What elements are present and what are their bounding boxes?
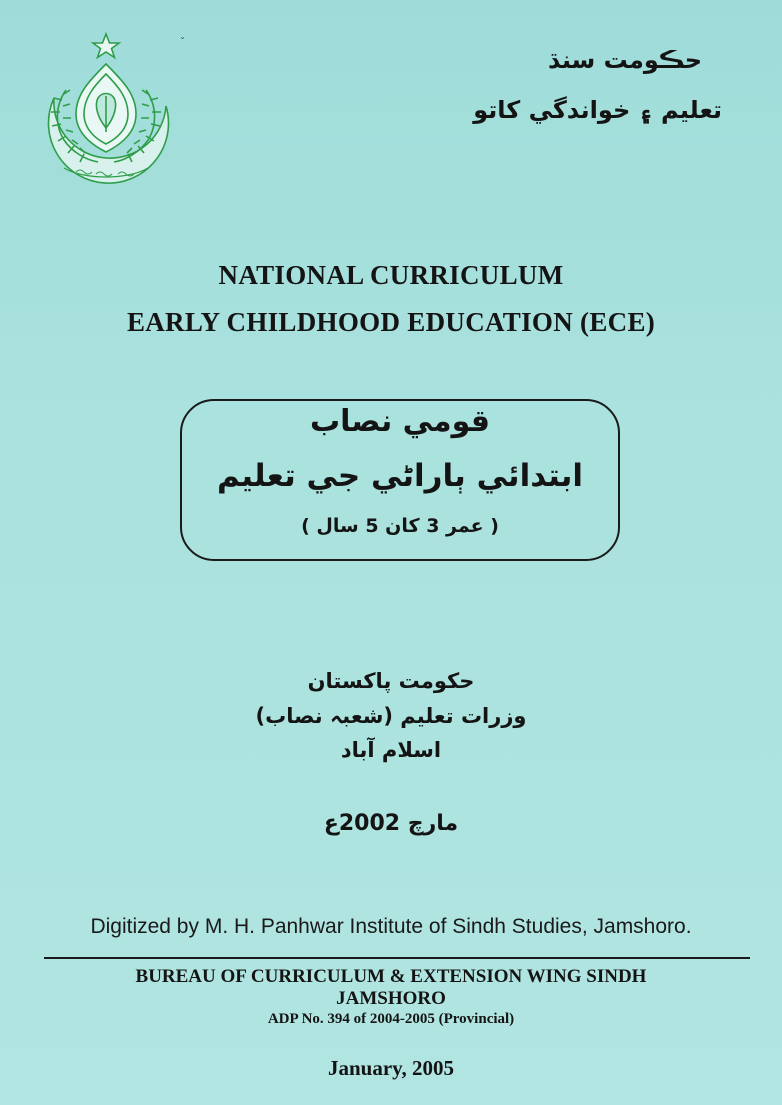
publication-date: January, 2005 <box>327 1056 455 1080</box>
box-title-line2: ابتدائي ٻاراڻي جي تعليم <box>216 458 584 494</box>
adp-number: ADP No. 394 of 2004-2005 (Provincial) <box>267 1011 515 1027</box>
header-government-sindh: حڪومت سنڌ <box>548 46 702 74</box>
divider-rule <box>44 957 750 959</box>
title-ece: EARLY CHILDHOOD EDUCATION (ECE) <box>126 307 656 337</box>
islamabad: اسلام آباد <box>340 738 442 762</box>
government-of-sindh-emblem <box>36 28 186 188</box>
title-national-curriculum: NATIONAL CURRICULUM <box>218 260 564 290</box>
digitized-note: Digitized by M. H. Panhwar Institute of Sindh Studies, Jamshoro. <box>90 915 692 938</box>
bureau-city: JAMSHORO <box>336 988 446 1009</box>
header-education-department: تعليم ۽ خواندگي کاتو <box>473 96 722 124</box>
bureau-name: BUREAU OF CURRICULUM & EXTENSION WING SINDH <box>135 966 647 987</box>
ministry-of-education: وزرات تعليم (شعبہ نصاب) <box>255 704 527 728</box>
box-age-range: ( عمر 3 کان 5 سال ) <box>301 515 499 537</box>
scan-mark: ˇ <box>180 37 185 48</box>
box-title-line1: قومي نصاب <box>309 404 491 439</box>
govt-pakistan: حکومت پاکستان <box>307 669 475 693</box>
publication-date-urdu: مارچ 2002ع <box>323 811 459 836</box>
